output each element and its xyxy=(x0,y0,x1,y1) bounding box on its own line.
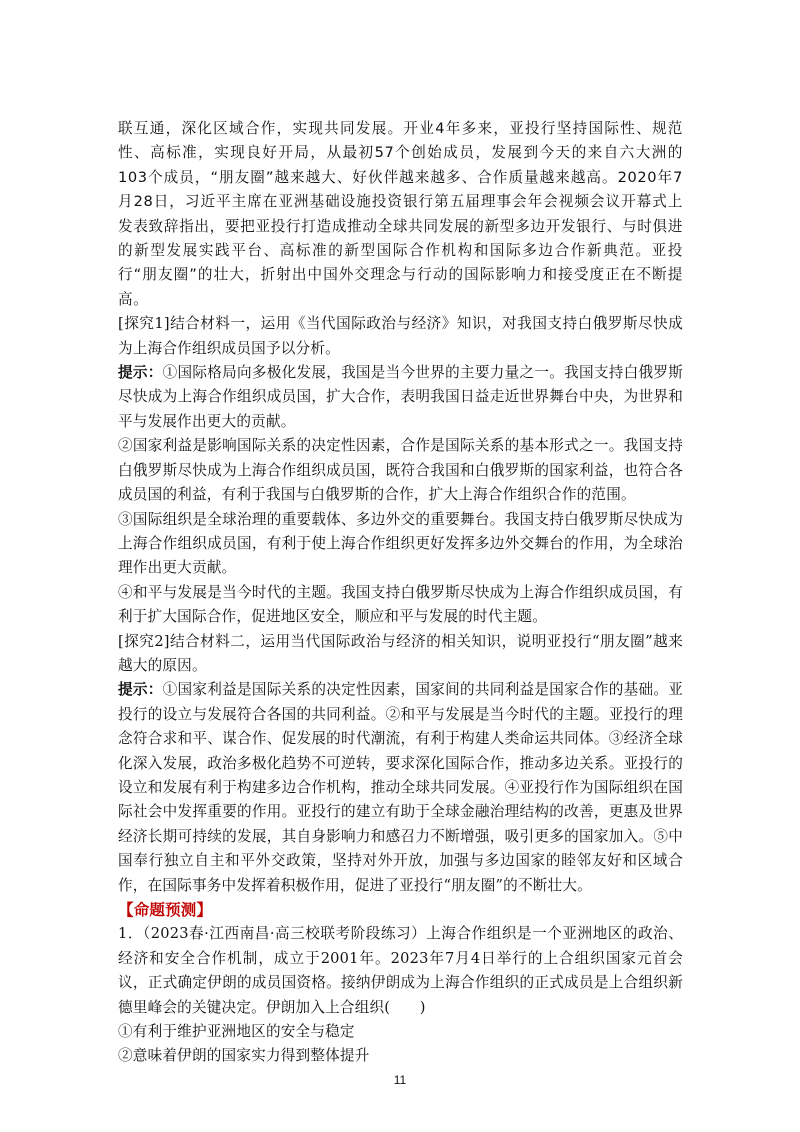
page-content xyxy=(118,117,683,1069)
explore2-hint xyxy=(118,678,683,898)
intro-paragraph: 联互通，深化区域合作，实现共同发展。开业4年多来，亚投行坚持国际性、规范性、高标准，实现良好开局，从最初57个创始成员，发展到今天的来自六大洲的103个成员，“朋友圈”越来越大、好伙伴越来越多、合作质量越来越高。2020年7月28日，习近平主席在亚洲基础设施投资银行第五届理事会年会视频会议开幕式上发表致辞指出，要把亚投行打造成推动全球共同发展的新型多边开发银行、与时俱进的新型发展实践平台、高标准的新型国际合作机构和国际多边合作新典范。亚投行“朋友圈”的壮大，折射出中国外交理念与行动的国际影响力和接受度正在不断提高。 xyxy=(118,120,683,308)
page-number: 11 xyxy=(393,1073,407,1087)
explore2-question: [探究2]结合材料二，运用当代国际政治与经济的相关知识，说明亚投行“朋友圈”越来越大的原因。 xyxy=(118,632,683,674)
explore2-hint-text: ①国家利益是国际关系的决定性因素，国家间的共同利益是国家合作的基础。亚投行的设立与发展符合各国的共同利益。②和平与发展是当今时代的主题。亚投行的理念符合求和平、谋合作、促发展的时代潮流，有利于构建人类命运共同体。③经济全球化深入发展，政治多极化趋势不可逆转，要求深化国际合作，推动多边关系。亚投行的设立和发展有利于构建多边合作机构，推动全球共同发展。④亚投行作为国际组织在国际社会中发挥重要的作用。亚投行的建立有助于全球金融治理结构的改善，更惠及世界经济长期可持续的发展，其自身影响力和感召力不断增强，吸引更多的国家加入。⑤中国奉行独立自主和平外交政策，坚持对外开放，加强与多边国家的睦邻友好和区域合作，在国际事务中发挥着积极作用，促进了亚投行“朋友圈”的不断壮大。 xyxy=(118,681,683,894)
explore1-hint xyxy=(118,361,683,434)
prediction-heading: 【命题预测】 xyxy=(118,900,213,919)
hint-label: 提示： xyxy=(118,681,163,699)
question-1-text: 1．（2023春·江西南昌·高三校联考阶段练习）上海合作组织是一个亚洲地区的政治、经济和安全合作机制，成立于2001年。2023年7月4日举行的上合组织国家元首会议，正式确定伊朗的成员国资格。接纳伊朗成为上海合作组织的正式成员是上合组织新德里峰会的关键决定。伊朗加入上合组织( ) xyxy=(118,925,683,1016)
explore1-point-3: ③国际组织是全球治理的重要载体、多边外交的重要舞台。我国支持白俄罗斯尽快成为上海合作组织成员国，有利于使上海合作组织更好发挥多边外交舞台的作用，为全球治理作出更大贡献。 xyxy=(118,510,683,577)
hint-label: 提示： xyxy=(118,364,163,382)
explore1-point-4: ④和平与发展是当今时代的主题。我国支持白俄罗斯尽快成为上海合作组织成员国，有利于扩大国际合作，促进地区安全，顺应和平与发展的时代主题。 xyxy=(118,583,683,626)
question-1-option-1: ①有利于维护亚洲地区的安全与稳定 xyxy=(118,1023,355,1041)
explore1-point-2: ②国家利益是影响国际关系的决定性因素，合作是国际关系的基本形式之一。我国支持白俄罗斯尽快成为上海合作组织成员国，既符合我国和白俄罗斯的国家利益，也符合各成员国的利益，有利于我国与白俄罗斯的合作，扩大上海合作组织合作的范围。 xyxy=(118,437,683,504)
explore1-question: [探究1]结合材料一，运用《当代国际政治与经济》知识，对我国支持白俄罗斯尽快成为上海合作组织成员国予以分析。 xyxy=(118,315,683,357)
question-1-option-2: ②意味着伊朗的国家实力得到整体提升 xyxy=(118,1047,370,1065)
explore1-hint-text: ①国际格局向多极化发展，我国是当今世界的主要力量之一。我国支持白俄罗斯尽快成为上海合作组织成员国，扩大合作，表明我国日益走近世界舞台中央，为世界和平与发展作出更大的贡献。 xyxy=(118,364,683,430)
